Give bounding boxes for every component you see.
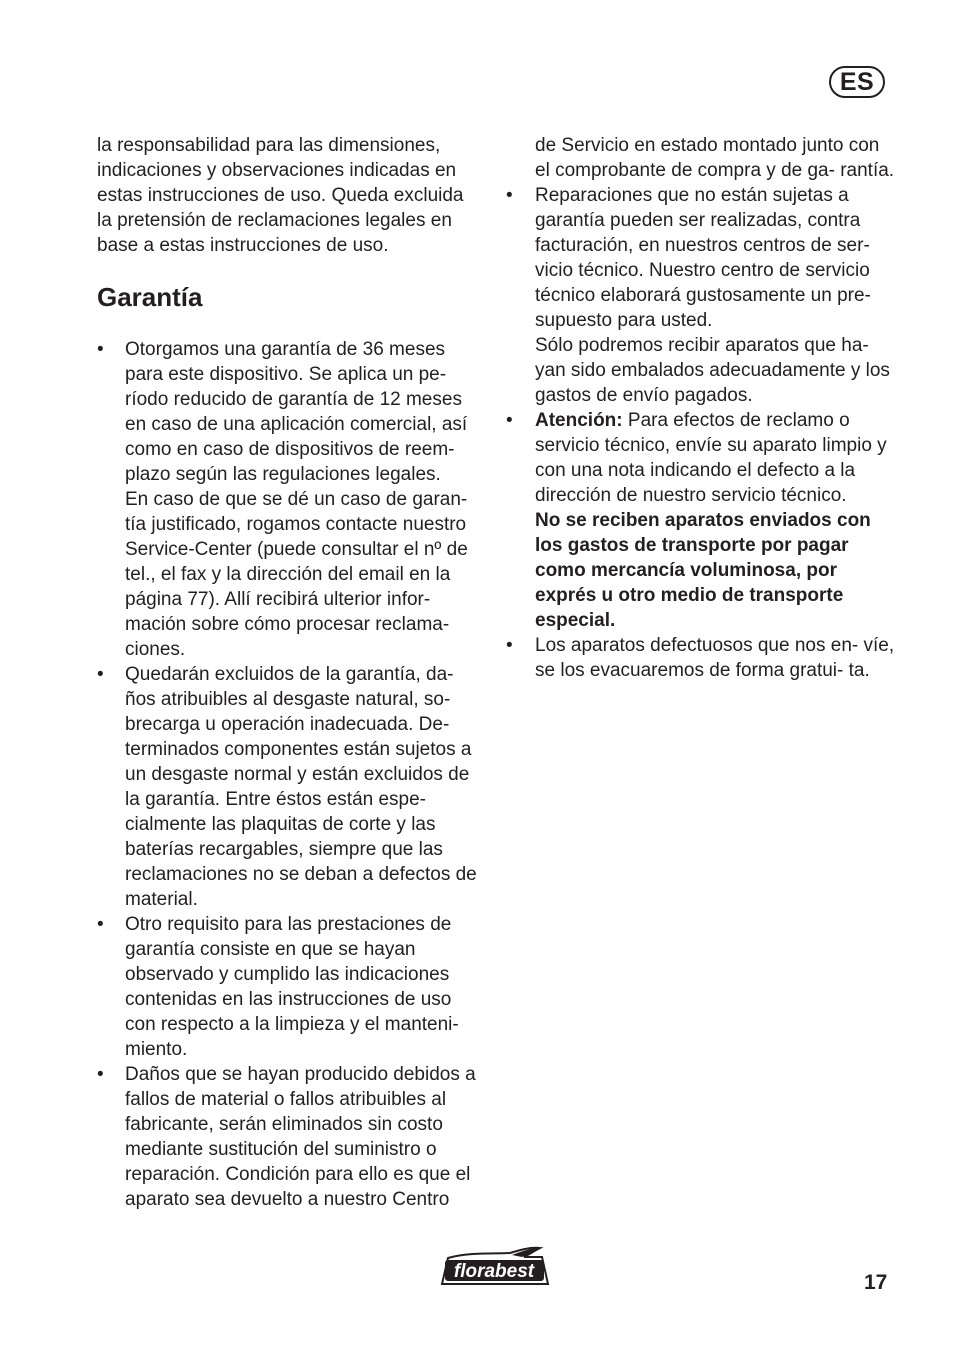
list-item-text: • Daños que se hayan producido debidos a fallos de material o fallos atribuibles al fabricante, serán eliminados sin costo mediante sustitución del suministro o reparación. Condición para ello es que el aparato sea devuelto a nuestro Centro — [125, 1064, 476, 1210]
right-column — [506, 133, 896, 683]
list-item-text — [535, 408, 896, 508]
list-item-text: • Otro requisito para las prestaciones de garantía consiste en que se hayan observado y cumplido las indicaciones contenidas en las instrucciones de uso con respecto a la limpieza y el manteni- miento. — [125, 914, 459, 1060]
list-item — [506, 408, 896, 633]
page-number: 17 — [864, 1271, 888, 1294]
list-item — [506, 633, 896, 683]
left-column — [97, 133, 481, 1212]
list-item — [97, 337, 481, 662]
list-item — [97, 912, 481, 1062]
attention-text: Para efectos de reclamo o servicio técnico, envíe su aparato limpio y con una nota indicando el defecto a la dirección de nuestro servicio técnico. — [535, 410, 887, 506]
list-item-text: • Otorgamos una garantía de 36 meses para este dispositivo. Se aplica un pe- ríodo reducido de garantía de 12 meses en caso de una aplicación comercial, así como en caso de dispositivos de reem- plazo según las regulaciones legales. — [125, 339, 468, 485]
list-item-text: • Quedarán excluidos de la garantía, da- ños atribuibles al desgaste natural, so- brecarga u operación inadecuada. De- terminados componentes están sujetos a un desgaste normal y están excluidos de la garantía. Entre éstos están espe- cialmente las plaquitas de corte y las baterías recargables, siempre que las reclamaciones no se deban a defectos de material. — [125, 664, 477, 910]
list-item-continuation: de Servicio en estado montado junto con el comprobante de compra y de ga- rantía. — [535, 135, 895, 181]
shipping-warning: No se reciben aparatos enviados con los gastos de transporte por pagar como mercancía voluminosa, por exprés u otro medio de transporte especial. — [535, 510, 871, 631]
attention-label: Atención: — [535, 410, 623, 431]
warranty-list-continued — [506, 183, 896, 683]
warranty-list — [97, 337, 481, 1212]
list-item — [506, 183, 896, 408]
intro-paragraph: la responsabilidad para las dimensiones, indicaciones y observaciones indicadas en estas instrucciones de uso. Queda excluida la pretensión de reclamaciones legales en base a estas instrucciones de uso. — [97, 135, 464, 256]
florabest-logo — [438, 1246, 551, 1288]
logo-text: florabest — [453, 1261, 535, 1282]
language-badge: ES — [829, 66, 885, 98]
list-item-text: En caso de que se dé un caso de garan- tía justificado, rogamos contacte nuestro Service-Center (puede consultar el nº de tel., el fax y la dirección del email en la página 77). Allí recibirá ulterior infor- mación sobre cómo procesar reclama- ciones. — [125, 489, 468, 660]
section-heading: Garantía — [97, 282, 203, 312]
list-item — [97, 1062, 481, 1212]
list-item-text: • Los aparatos defectuosos que nos en- víe, se los evacuaremos de forma gratui- ta. — [535, 635, 895, 681]
list-item-text: Sólo podremos recibir aparatos que ha- yan sido embalados adecuadamente y los gastos de envío pagados. — [535, 335, 890, 406]
list-item-text: • Reparaciones que no están sujetas a garantía pueden ser realizadas, contra facturación, en nuestros centros de ser- vicio técnico. Nuestro centro de servicio técnico elaborará gustosamente un pre- supuesto para usted. — [535, 185, 871, 331]
list-item — [97, 662, 481, 912]
